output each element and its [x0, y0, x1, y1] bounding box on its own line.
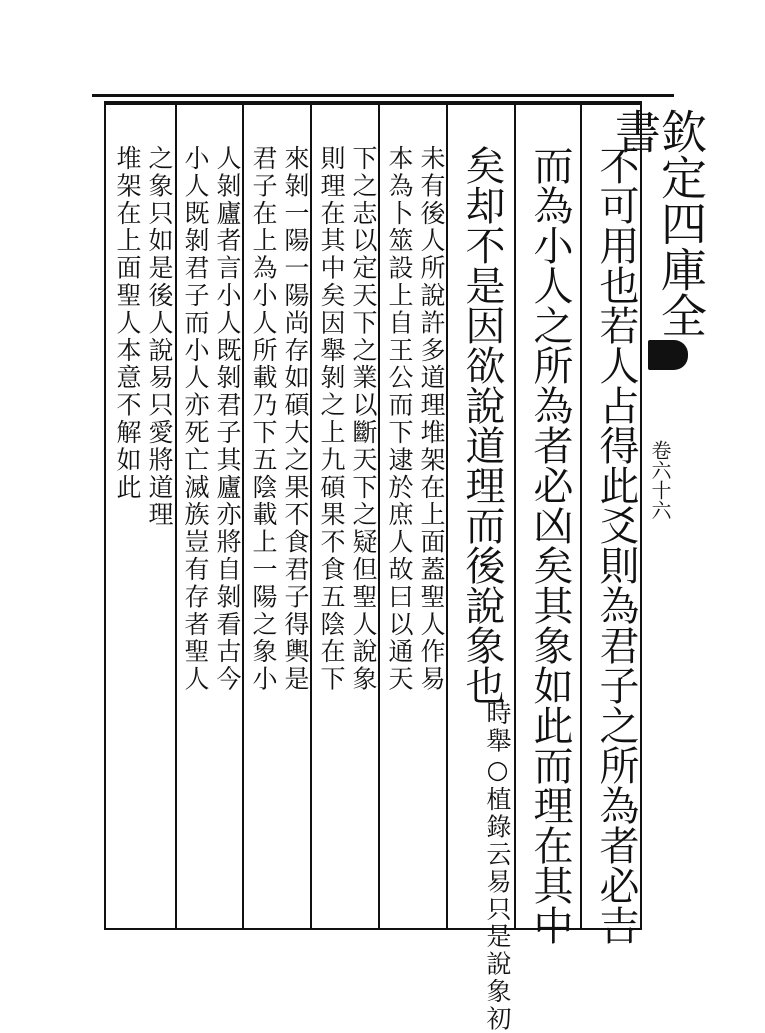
column-divider	[446, 103, 448, 930]
note-column: 人剝廬者言小人既剝君子其廬亦將自剝看古今	[213, 145, 242, 693]
column-divider	[242, 103, 244, 930]
text-column-3: 矣却不是因欲說道理而後說象也	[459, 145, 505, 705]
top-border-rule	[92, 94, 674, 97]
column-divider	[310, 103, 312, 930]
note-column: 小人既剝君子而小人亦死亡滅族豈有存者聖人	[181, 145, 210, 693]
volume-number: 卷六十六	[648, 440, 672, 520]
fish-tail-mark	[648, 340, 688, 370]
note-column: 來剝一陽一陽尚存如碩大之果不食君子得輿是	[281, 145, 310, 693]
note-column: 堆架在上面聖人本意不解如此	[113, 145, 142, 502]
note-column: 之象只如是後人說易只愛將道理	[145, 145, 174, 529]
text-column-1: 不可用也若人占得此爻則為君子之所為者必吉	[593, 145, 639, 945]
note-column: 君子在上為小人所載乃下五陰載上一陽之象小	[249, 145, 278, 693]
note-column: 本為卜筮設上自王公而下逮於庶人故曰以通天	[385, 145, 414, 693]
note-column-continuation: 時舉○植錄云易只是說象初	[483, 700, 512, 1033]
column-divider	[378, 103, 380, 930]
text-column-2: 而為小人之所為者必凶矣其象如此而理在其中	[527, 145, 573, 945]
note-column: 則理在其中矣因舉剝之上九碩果不食五陰在下	[317, 145, 346, 693]
book-title: 欽定四庫全書	[608, 108, 708, 338]
note-column: 下之志以定天下之業以斷天下之疑但聖人說象	[349, 145, 378, 693]
column-divider	[580, 103, 582, 930]
column-divider	[514, 103, 516, 930]
note-column: 未有後人所說許多道理堆架在上面蓋聖人作易	[417, 145, 446, 693]
column-divider	[175, 103, 177, 930]
